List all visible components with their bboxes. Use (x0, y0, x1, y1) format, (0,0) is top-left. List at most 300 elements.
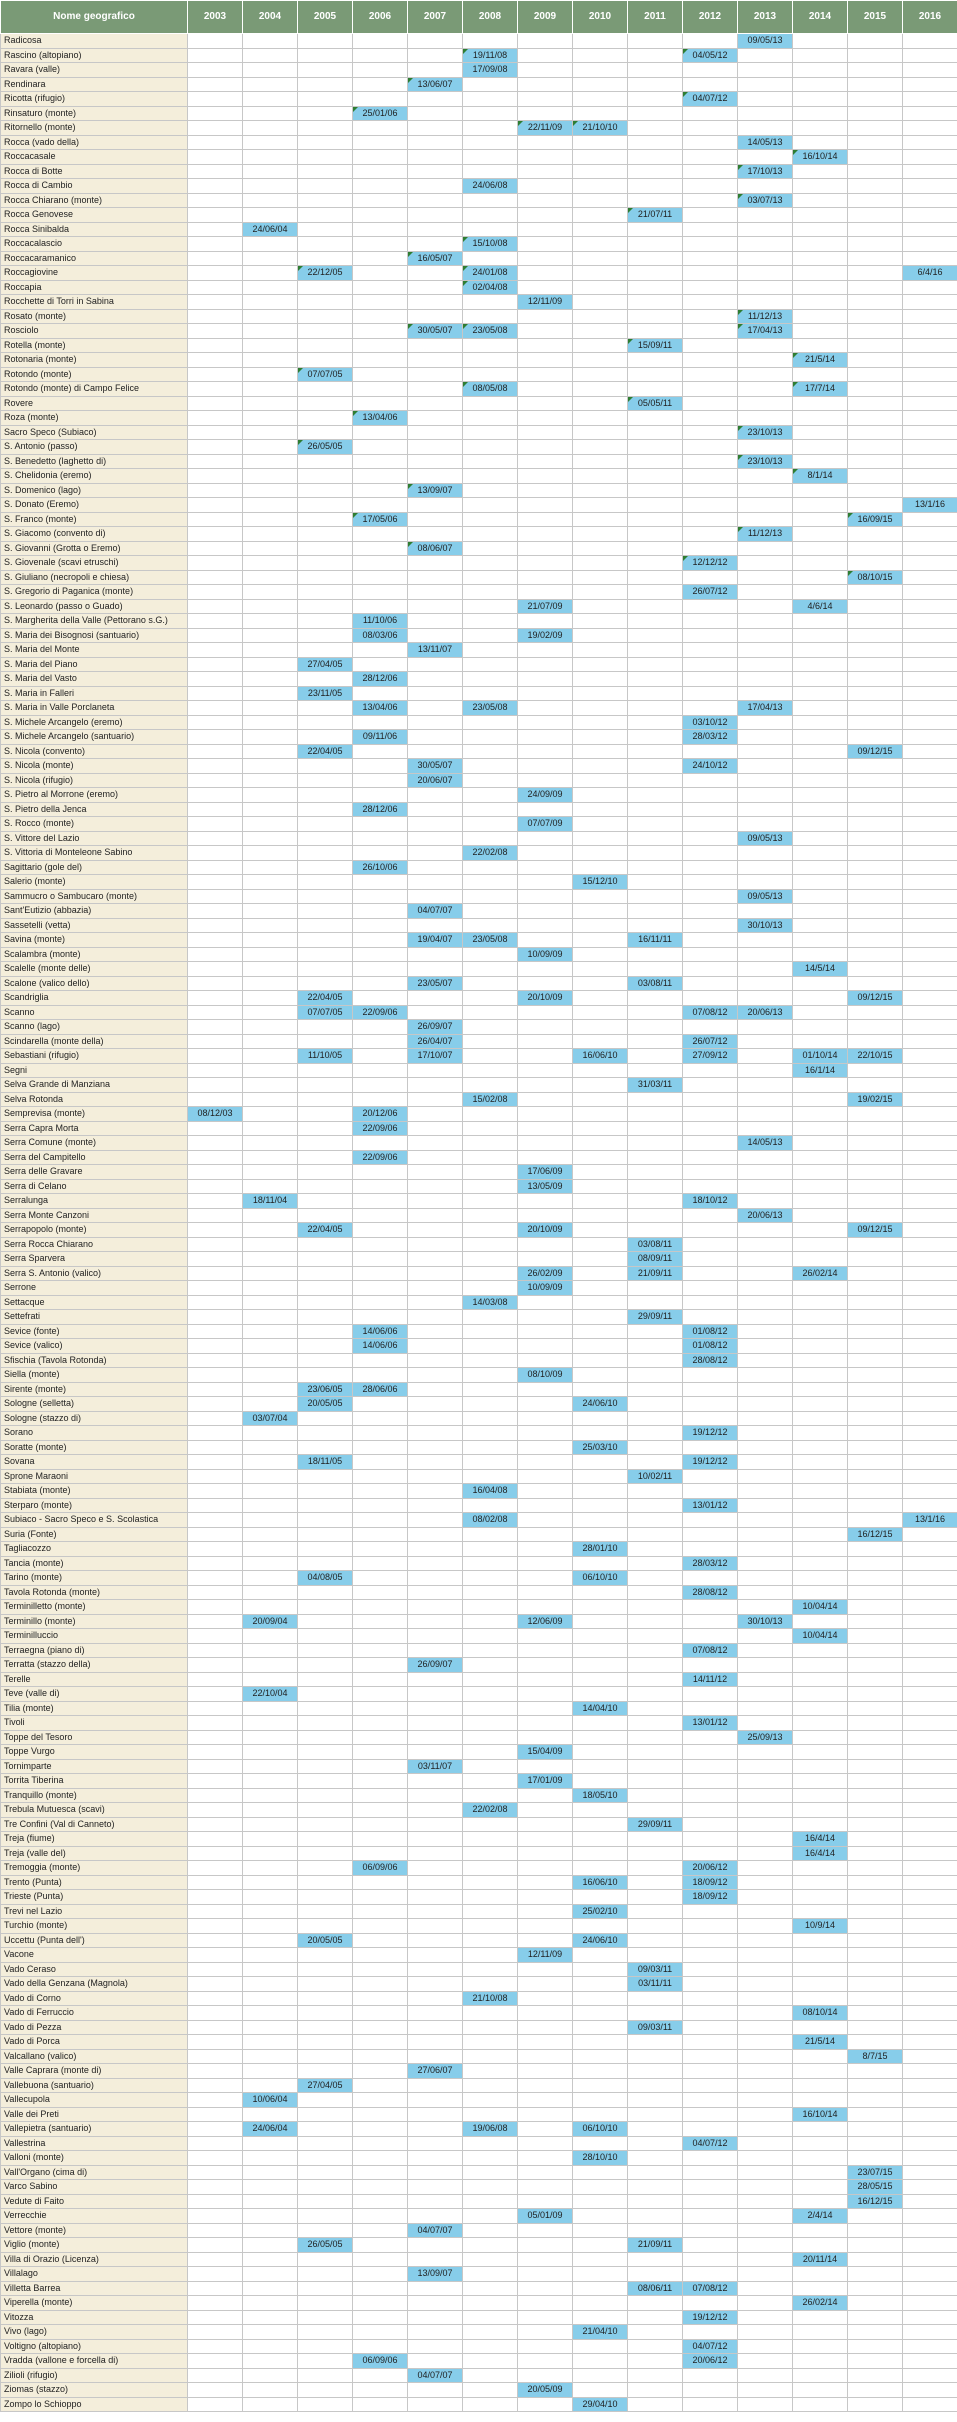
empty-cell (793, 1194, 848, 1209)
empty-cell (573, 106, 628, 121)
empty-cell (848, 1687, 903, 1702)
visit-date-cell: 21/09/11 (628, 2238, 683, 2253)
empty-cell (848, 1977, 903, 1992)
empty-cell (573, 1948, 628, 1963)
empty-cell (738, 1803, 793, 1818)
empty-cell (353, 266, 408, 281)
table-row (1, 34, 957, 49)
empty-cell (408, 1832, 463, 1847)
empty-cell (463, 1426, 518, 1441)
table-row (1, 1629, 957, 1644)
empty-cell (628, 2136, 683, 2151)
place-name: Roccacalascio (1, 237, 188, 252)
empty-cell (518, 2310, 573, 2325)
empty-cell (463, 367, 518, 382)
empty-cell (738, 1933, 793, 1948)
empty-cell (848, 1484, 903, 1499)
empty-cell (683, 2049, 738, 2064)
empty-cell (243, 425, 298, 440)
empty-cell (573, 860, 628, 875)
empty-cell (903, 1034, 957, 1049)
empty-cell (848, 1832, 903, 1847)
place-name: Turchio (monte) (1, 1919, 188, 1934)
empty-cell (518, 2165, 573, 2180)
empty-cell (573, 1585, 628, 1600)
empty-cell (573, 1339, 628, 1354)
empty-cell (298, 1063, 353, 1078)
empty-cell (738, 788, 793, 803)
empty-cell (738, 1353, 793, 1368)
visit-date-cell: 18/09/12 (683, 1875, 738, 1890)
table-row (1, 962, 957, 977)
empty-cell (463, 2151, 518, 2166)
empty-cell (683, 875, 738, 890)
empty-cell (628, 1991, 683, 2006)
empty-cell (793, 2194, 848, 2209)
visit-date-cell: 21/04/10 (573, 2325, 628, 2340)
empty-cell (188, 1281, 243, 1296)
empty-cell (848, 63, 903, 78)
empty-cell (628, 353, 683, 368)
empty-cell (243, 730, 298, 745)
empty-cell (353, 1672, 408, 1687)
empty-cell (848, 2020, 903, 2035)
visit-date-cell: 16/06/10 (573, 1049, 628, 1064)
visit-date-cell: 26/09/07 (408, 1658, 463, 1673)
empty-cell (903, 92, 957, 107)
empty-cell (628, 1426, 683, 1441)
empty-cell (353, 846, 408, 861)
empty-cell (793, 2180, 848, 2195)
empty-cell (408, 237, 463, 252)
empty-cell (188, 1208, 243, 1223)
table-row (1, 701, 957, 716)
table-row (1, 150, 957, 165)
empty-cell (848, 1455, 903, 1470)
place-name: Serra Comune (monte) (1, 1136, 188, 1151)
empty-cell (463, 744, 518, 759)
empty-cell (518, 222, 573, 237)
empty-cell (463, 1687, 518, 1702)
empty-cell (738, 2136, 793, 2151)
empty-cell (793, 918, 848, 933)
empty-cell (188, 1977, 243, 1992)
empty-cell (298, 454, 353, 469)
empty-cell (463, 759, 518, 774)
empty-cell (243, 382, 298, 397)
empty-cell (463, 904, 518, 919)
empty-cell (463, 614, 518, 629)
empty-cell (188, 817, 243, 832)
empty-cell (683, 933, 738, 948)
empty-cell (793, 730, 848, 745)
empty-cell (518, 1672, 573, 1687)
visit-date-cell: 13/06/07 (408, 77, 463, 92)
empty-cell (683, 483, 738, 498)
table-row (1, 1252, 957, 1267)
empty-cell (353, 1832, 408, 1847)
empty-cell (243, 92, 298, 107)
visit-date-cell: 04/07/12 (683, 2136, 738, 2151)
empty-cell (463, 1063, 518, 1078)
visit-date-cell: 20/05/05 (298, 1933, 353, 1948)
empty-cell (243, 1368, 298, 1383)
empty-cell (628, 193, 683, 208)
empty-cell (353, 1556, 408, 1571)
empty-cell (628, 164, 683, 179)
empty-cell (518, 1600, 573, 1615)
empty-cell (408, 991, 463, 1006)
empty-cell (848, 643, 903, 658)
empty-cell (628, 222, 683, 237)
table-row (1, 918, 957, 933)
empty-cell (848, 1716, 903, 1731)
empty-cell (848, 730, 903, 745)
table-row (1, 2107, 957, 2122)
empty-cell (188, 2107, 243, 2122)
empty-cell (188, 1643, 243, 1658)
empty-cell (848, 1382, 903, 1397)
empty-cell (298, 1643, 353, 1658)
empty-cell (628, 1803, 683, 1818)
empty-cell (243, 324, 298, 339)
empty-cell (848, 860, 903, 875)
visit-date-cell: 13/01/12 (683, 1716, 738, 1731)
visit-date-cell: 21/10/10 (573, 121, 628, 136)
place-name: Tornimparte (1, 1759, 188, 1774)
empty-cell (353, 2035, 408, 2050)
empty-cell (573, 1600, 628, 1615)
table-row (1, 2006, 957, 2021)
empty-cell (738, 222, 793, 237)
table-row (1, 208, 957, 223)
empty-cell (848, 324, 903, 339)
empty-cell (408, 2049, 463, 2064)
empty-cell (408, 1948, 463, 1963)
empty-cell (298, 759, 353, 774)
empty-cell (353, 353, 408, 368)
empty-cell (628, 2122, 683, 2137)
table-row (1, 1571, 957, 1586)
empty-cell (573, 599, 628, 614)
empty-cell (188, 1614, 243, 1629)
empty-cell (463, 2078, 518, 2093)
visit-date-cell: 28/12/06 (353, 802, 408, 817)
empty-cell (298, 1890, 353, 1905)
empty-cell (353, 2180, 408, 2195)
empty-cell (903, 1585, 957, 1600)
empty-cell (353, 1542, 408, 1557)
empty-cell (188, 1078, 243, 1093)
place-name: S. Donato (Eremo) (1, 498, 188, 513)
empty-cell (463, 1643, 518, 1658)
empty-cell (298, 1484, 353, 1499)
visit-date-cell: 19/02/09 (518, 628, 573, 643)
place-name: Terminilletto (monte) (1, 1600, 188, 1615)
table-row (1, 2397, 957, 2412)
empty-cell (243, 614, 298, 629)
empty-cell (903, 991, 957, 1006)
empty-cell (628, 1121, 683, 1136)
table-row (1, 1513, 957, 1528)
empty-cell (353, 2020, 408, 2035)
empty-cell (408, 106, 463, 121)
table-row (1, 338, 957, 353)
empty-cell (573, 34, 628, 49)
empty-cell (573, 1353, 628, 1368)
empty-cell (353, 1426, 408, 1441)
empty-cell (243, 2006, 298, 2021)
empty-cell (683, 382, 738, 397)
empty-cell (683, 570, 738, 585)
visit-date-cell: 22/10/04 (243, 1687, 298, 1702)
empty-cell (188, 1136, 243, 1151)
empty-cell (243, 338, 298, 353)
empty-cell (793, 92, 848, 107)
empty-cell (628, 1890, 683, 1905)
table-row (1, 1701, 957, 1716)
empty-cell (353, 1194, 408, 1209)
place-name: Terminillo (monte) (1, 1614, 188, 1629)
empty-cell (903, 556, 957, 571)
table-row (1, 2383, 957, 2398)
empty-cell (683, 1817, 738, 1832)
empty-cell (188, 48, 243, 63)
empty-cell (243, 1745, 298, 1760)
empty-cell (903, 1629, 957, 1644)
table-row (1, 585, 957, 600)
empty-cell (188, 2122, 243, 2137)
place-name: Zompo lo Schioppo (1, 2397, 188, 2412)
empty-cell (188, 1223, 243, 1238)
empty-cell (353, 933, 408, 948)
empty-cell (903, 1571, 957, 1586)
place-name: Rocchette di Torri in Sabina (1, 295, 188, 310)
empty-cell (793, 904, 848, 919)
empty-cell (518, 1730, 573, 1745)
empty-cell (518, 1687, 573, 1702)
empty-cell (738, 962, 793, 977)
empty-cell (463, 1571, 518, 1586)
empty-cell (298, 2267, 353, 2282)
empty-cell (518, 1585, 573, 1600)
empty-cell (573, 179, 628, 194)
empty-cell (353, 338, 408, 353)
empty-cell (848, 2238, 903, 2253)
empty-cell (628, 657, 683, 672)
visit-date-cell: 10/04/14 (793, 1600, 848, 1615)
empty-cell (903, 1933, 957, 1948)
empty-cell (408, 556, 463, 571)
empty-cell (903, 2020, 957, 2035)
empty-cell (243, 2136, 298, 2151)
visit-date-cell: 28/03/12 (683, 1556, 738, 1571)
empty-cell (903, 773, 957, 788)
empty-cell (298, 1585, 353, 1600)
place-name: Serra S. Antonio (valico) (1, 1266, 188, 1281)
empty-cell (628, 1672, 683, 1687)
empty-cell (903, 2136, 957, 2151)
visit-date-cell: 21/10/08 (463, 1991, 518, 2006)
empty-cell (243, 918, 298, 933)
visit-date-cell: 24/09/09 (518, 788, 573, 803)
empty-cell (408, 947, 463, 962)
place-name: Valle Caprara (monte di) (1, 2064, 188, 2079)
empty-cell (628, 1788, 683, 1803)
empty-cell (188, 150, 243, 165)
empty-cell (518, 454, 573, 469)
table-row (1, 1194, 957, 1209)
empty-cell (188, 411, 243, 426)
empty-cell (738, 875, 793, 890)
empty-cell (243, 570, 298, 585)
empty-cell (903, 1759, 957, 1774)
empty-cell (518, 686, 573, 701)
empty-cell (903, 686, 957, 701)
empty-cell (243, 672, 298, 687)
empty-cell (738, 338, 793, 353)
empty-cell (738, 541, 793, 556)
empty-cell (738, 1310, 793, 1325)
empty-cell (243, 237, 298, 252)
empty-cell (463, 527, 518, 542)
visit-date-cell: 20/06/13 (738, 1005, 793, 1020)
table-row (1, 788, 957, 803)
empty-cell (353, 1817, 408, 1832)
table-row (1, 570, 957, 585)
empty-cell (518, 1991, 573, 2006)
empty-cell (683, 251, 738, 266)
empty-cell (353, 295, 408, 310)
empty-cell (243, 1977, 298, 1992)
empty-cell (298, 1121, 353, 1136)
visit-date-cell: 30/05/07 (408, 324, 463, 339)
empty-cell (353, 1440, 408, 1455)
empty-cell (188, 77, 243, 92)
empty-cell (243, 527, 298, 542)
empty-cell (353, 744, 408, 759)
table-row (1, 1237, 957, 1252)
empty-cell (518, 802, 573, 817)
empty-cell (848, 1861, 903, 1876)
empty-cell (188, 1788, 243, 1803)
empty-cell (848, 2136, 903, 2151)
empty-cell (738, 179, 793, 194)
empty-cell (903, 1107, 957, 1122)
empty-cell (683, 1237, 738, 1252)
empty-cell (463, 817, 518, 832)
visit-date-cell: 09/03/11 (628, 2020, 683, 2035)
empty-cell (628, 483, 683, 498)
empty-cell (683, 1919, 738, 1934)
empty-cell (188, 1237, 243, 1252)
empty-cell (243, 77, 298, 92)
empty-cell (353, 1527, 408, 1542)
empty-cell (683, 2238, 738, 2253)
empty-cell (353, 1049, 408, 1064)
empty-cell (573, 2093, 628, 2108)
visit-date-cell: 22/04/05 (298, 1223, 353, 1238)
empty-cell (903, 353, 957, 368)
table-row (1, 1223, 957, 1238)
empty-cell (738, 1527, 793, 1542)
empty-cell (353, 193, 408, 208)
empty-cell (738, 1281, 793, 1296)
empty-cell (628, 2180, 683, 2195)
empty-cell (298, 2107, 353, 2122)
empty-cell (518, 976, 573, 991)
visit-date-cell: 25/09/13 (738, 1730, 793, 1745)
empty-cell (463, 2310, 518, 2325)
empty-cell (243, 1832, 298, 1847)
empty-cell (188, 1933, 243, 1948)
visit-date-cell: 11/12/13 (738, 527, 793, 542)
empty-cell (903, 1556, 957, 1571)
empty-cell (848, 2339, 903, 2354)
empty-cell (683, 2194, 738, 2209)
empty-cell (298, 1846, 353, 1861)
empty-cell (683, 1484, 738, 1499)
empty-cell (793, 831, 848, 846)
empty-cell (518, 1513, 573, 1528)
empty-cell (683, 512, 738, 527)
empty-cell (243, 63, 298, 78)
empty-cell (353, 2238, 408, 2253)
place-name: Vallebuona (santuario) (1, 2078, 188, 2093)
empty-cell (353, 2049, 408, 2064)
empty-cell (573, 904, 628, 919)
empty-cell (243, 1991, 298, 2006)
empty-cell (793, 1368, 848, 1383)
empty-cell (793, 570, 848, 585)
header-year: 2014 (793, 1, 848, 34)
place-name: Roccagiovine (1, 266, 188, 281)
visit-date-cell: 14/11/12 (683, 1672, 738, 1687)
empty-cell (628, 904, 683, 919)
empty-cell (848, 773, 903, 788)
empty-cell (188, 222, 243, 237)
empty-cell (683, 1629, 738, 1644)
empty-cell (628, 1585, 683, 1600)
empty-cell (408, 48, 463, 63)
empty-cell (353, 1933, 408, 1948)
table-row (1, 1281, 957, 1296)
empty-cell (848, 1136, 903, 1151)
empty-cell (298, 1078, 353, 1093)
empty-cell (188, 2093, 243, 2108)
empty-cell (518, 933, 573, 948)
empty-cell (298, 1281, 353, 1296)
table-row (1, 1150, 957, 1165)
visit-date-cell: 16/1/14 (793, 1063, 848, 1078)
empty-cell (903, 295, 957, 310)
empty-cell (463, 1556, 518, 1571)
place-name: Serra delle Gravare (1, 1165, 188, 1180)
empty-cell (903, 1194, 957, 1209)
empty-cell (518, 1716, 573, 1731)
empty-cell (628, 1600, 683, 1615)
empty-cell (683, 1759, 738, 1774)
visit-date-cell: 12/12/12 (683, 556, 738, 571)
empty-cell (188, 2151, 243, 2166)
empty-cell (628, 324, 683, 339)
empty-cell (793, 527, 848, 542)
table-row (1, 1310, 957, 1325)
empty-cell (298, 1165, 353, 1180)
empty-cell (298, 150, 353, 165)
empty-cell (793, 1991, 848, 2006)
empty-cell (518, 1440, 573, 1455)
